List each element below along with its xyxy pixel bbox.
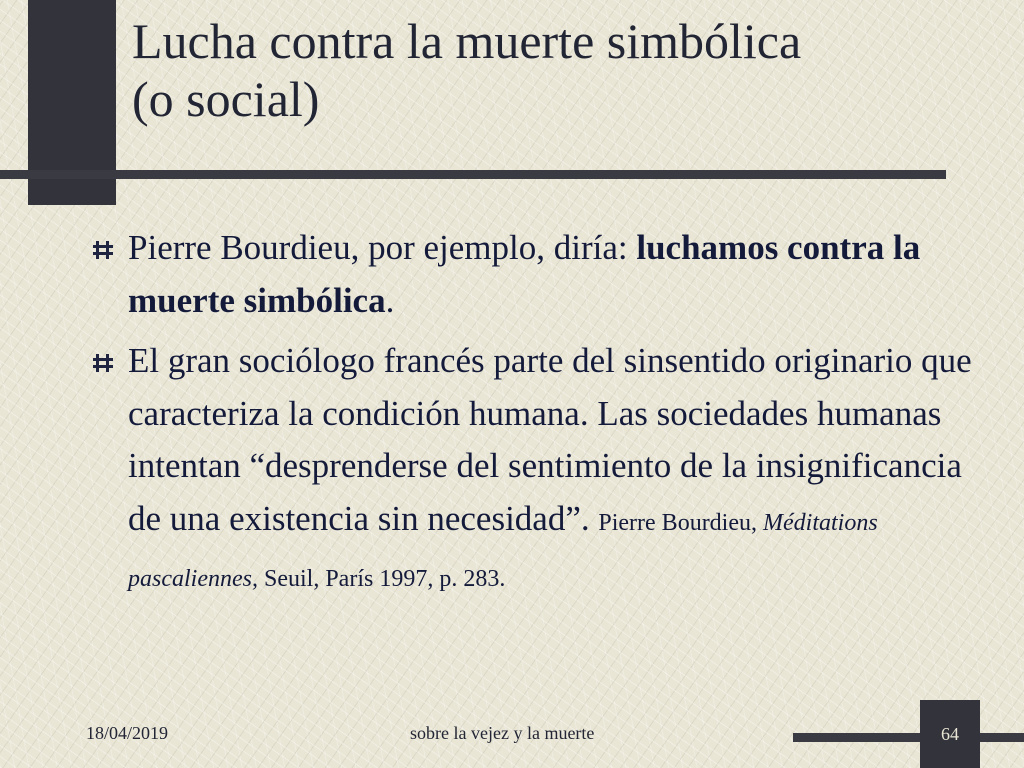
citation-author: Pierre Bourdieu, [598, 509, 763, 536]
bullet-item-1 [92, 222, 972, 327]
bullet-item-2 [92, 335, 972, 606]
citation-title: Méditations pascaliennes, [128, 509, 878, 592]
slide-title [132, 12, 1012, 128]
bullet-2-text: El gran sociólogo francés parte del sinsentido originario que caracteriza la condición humana. Las sociedades humanas intentan “desprenderse del sentimiento de la insignificancia de una existencia sin necesidad”. [128, 341, 972, 538]
bullet-1-period: . [385, 280, 395, 320]
bullet-list [92, 222, 972, 614]
title-line-1: Lucha contra la muerte simbólica [132, 13, 802, 69]
footer-center-text: sobre la vejez y la muerte [410, 723, 595, 743]
title-underline-bar [0, 170, 946, 179]
page-number: 64 [920, 700, 980, 768]
footer-bar [793, 733, 1024, 742]
citation-rest: Seuil, París 1997, p. 283. [257, 566, 506, 592]
bullet-1-text: Pierre Bourdieu, por ejemplo, diría: [128, 228, 637, 267]
bullet-1-bold-phrase: luchamos contra la muerte simbólica [128, 228, 921, 320]
bullet-icon [92, 352, 114, 374]
bullet-icon [92, 239, 114, 261]
title-line-2: (o social) [132, 71, 320, 127]
footer-date: 18/04/2019 [86, 723, 169, 743]
